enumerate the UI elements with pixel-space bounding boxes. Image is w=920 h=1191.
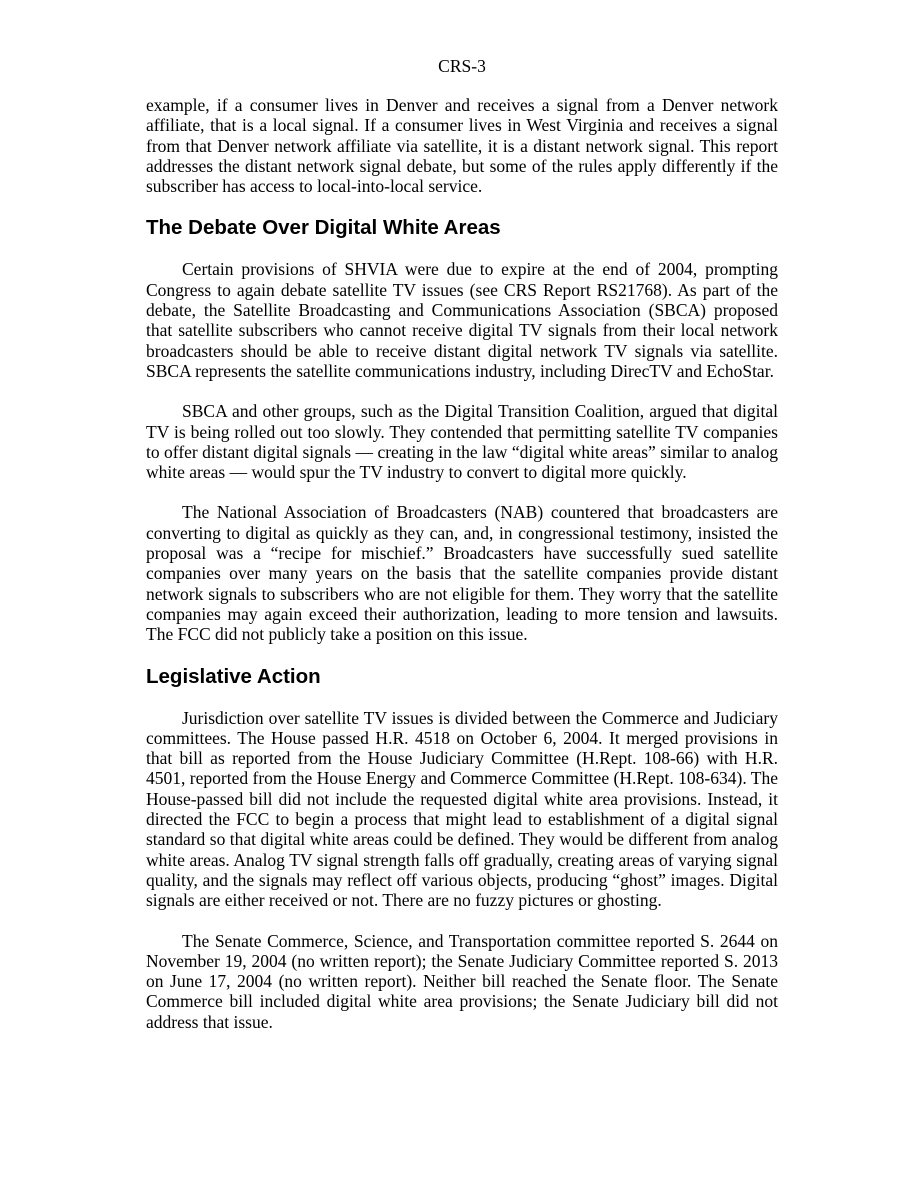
paragraph-nab-response: The National Association of Broadcasters (NAB) countered that broadcasters are converting to digital as quickly as they can, and, in congressional testimony, insisted the proposal was a “recipe for mischief.” Broadcasters have successfully sued satellite companies over many years on the basis that the satellite companies provide distant network signals to subscribers who are not eligible for them. They worry that the satellite companies may again exceed their authorization, leading to more tension and lawsuits. The FCC did not publicly take a position on this issue. [146, 502, 778, 645]
section-heading-digital-white-areas: The Debate Over Digital White Areas [146, 216, 501, 240]
paragraph-shvia-expiration: Certain provisions of SHVIA were due to expire at the end of 2004, prompting Congress to again debate satellite TV issues (see CRS Report RS21768). As part of the debate, the Satellite Broadcasting and Communications Association (SBCA) proposed that satellite subscribers who cannot receive digital TV signals from their local network broadcasters should be able to receive distant digital network TV signals via satellite. SBCA represents the satellite communications industry, including DirecTV and EchoStar. [146, 259, 778, 381]
paragraph-sbca-argument: SBCA and other groups, such as the Digital Transition Coalition, argued that digital TV is being rolled out too slowly. They contended that permitting satellite TV companies to offer distant digital signals — creating in the law “digital white areas” similar to analog white areas — would spur the TV industry to convert to digital more quickly. [146, 401, 778, 483]
paragraph-gap [146, 381, 778, 401]
paragraph-jurisdiction: Jurisdiction over satellite TV issues is divided between the Commerce and Judiciary committees. The House passed H.R. 4518 on October 6, 2004. It merged provisions in that bill as reported from the House Judiciary Committee (H.Rept. 108-66) with H.R. 4501, reported from the House Energy and Commerce Committee (H.Rept. 108-634). The House-passed bill did not include the requested digital white area provisions. Instead, it directed the FCC to begin a process that might lead to establishment of a digital signal standard so that digital white areas could be defined. They would be different from analog white areas. Analog TV signal strength falls off gradually, creating areas of varying signal quality, and the signals may reflect off various objects, producing “ghost” images. Digital signals are either received or not. There are no fuzzy pictures or ghosting. [146, 707, 778, 911]
document-page [146, 55, 778, 1032]
paragraph-gap [146, 482, 778, 502]
paragraph-gap [146, 911, 778, 931]
section-heading-legislative-action: Legislative Action [146, 664, 321, 688]
page-number: CRS-3 [438, 56, 486, 76]
paragraph-senate-action: The Senate Commerce, Science, and Transportation committee reported S. 2644 on November 19, 2004 (no written report); the Senate Judiciary Committee reported S. 2013 on June 17, 2004 (no written report). Neither bill reached the Senate floor. The Senate Commerce bill included digital white area provisions; the Senate Judiciary bill did not address that issue. [146, 930, 778, 1032]
intro-paragraph: example, if a consumer lives in Denver and receives a signal from a Denver network affiliate, that is a local signal. If a consumer lives in West Virginia and receives a signal from that Denver network affiliate via satellite, it is a distant network signal. This report addresses the distant network signal debate, but some of the rules apply differently if the subscriber has access to local-into-local service. [146, 95, 778, 197]
